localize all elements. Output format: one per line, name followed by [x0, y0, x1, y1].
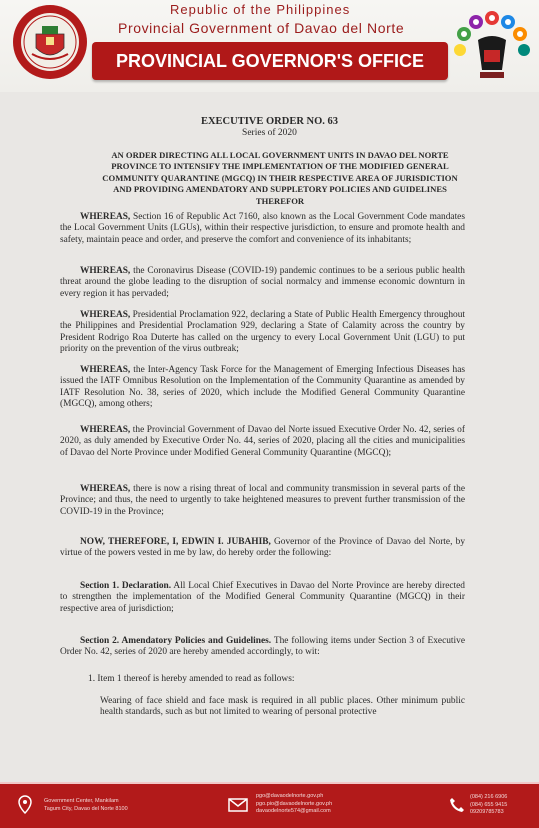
whereas-paragraph: WHEREAS, the Inter-Agency Task Force for the Management of Emerging Infectious Diseases has issued the IATF Omnibus Resolution on the Implementation of the Community Quarantine as amended by IATF Resolution No. 38, series of 2020, which include the Modified General Community Quarantine (MGCQ), among others; [60, 365, 465, 410]
footer-divider [0, 782, 539, 784]
document-body [0, 92, 539, 782]
item-1-heading: 1. Item 1 thereof is hereby amended to read as follows: [88, 674, 295, 684]
phone-icon [448, 796, 466, 814]
whereas-paragraph: WHEREAS, there is now a rising threat of local and community transmission in several parts of the Province; and thus, the need to urgently to take heightened measures to prevent further transmission of the COVID-19 in the Province; [60, 484, 465, 517]
whereas-paragraph: WHEREAS, the Coronavirus Disease (COVID-19) pandemic continues to be a serious public health threat around the globe leading to the disruption of social normalcy and immense economic downturn in every region it has pervaded; [60, 266, 465, 299]
now-therefore-paragraph: NOW, THEREFORE, I, EDWIN I. JUBAHIB, Governor of the Province of Davao del Norte, by virtue of the powers vested in me by law, do hereby order the following: [60, 537, 466, 559]
republic-heading: Republic of the Philippines [170, 2, 351, 17]
letterhead [0, 0, 539, 92]
whereas-paragraph: WHEREAS, the Provincial Government of Davao del Norte issued Executive Order No. 42, series of 2020, as duly amended by Executive Order No. 44, series of 2020, placing all the cities and municipalities of Davao del Norte Province under Modified General Community Quarantine (MGCQ); [60, 425, 465, 458]
footer-phones: (084) 216 6906 (084) 655 9415 09209785783 [470, 794, 508, 815]
mail-icon [228, 798, 248, 812]
provincial-government-heading: Provincial Government of Davao del Norte [118, 20, 405, 36]
footer-address: Government Center, Mankilam Tagum City, Davao del Norte 8100 [44, 798, 128, 812]
peacock-emblem-logo [450, 0, 534, 88]
whereas-paragraph: WHEREAS, Presidential Proclamation 922, declaring a State of Public Health Emergency throughout the Philippines and Presidential Proclamation 929, declaring a State of Calamity across the country by President Rodrigo Roa Duterte has called on the urgency to every Local Government Unit (LGU) to put priority on the prevention of the virus outbreak; [60, 310, 465, 355]
location-pin-icon [14, 794, 36, 816]
section-1-paragraph: Section 1. Declaration. All Local Chief Executives in Davao del Norte Province are hereby directed to strengthen the implementation of the Modified General Community Quarantine (MGCQ) in their respective area of jurisdiction; [60, 581, 465, 614]
executive-order-subject: AN ORDER DIRECTING ALL LOCAL GOVERNMENT UNITS IN DAVAO DEL NORTE PROVINCE TO INTENSIFY THE IMPLEMENTATION OF THE MODIFIED GENERAL COMMUNITY QUARANTINE (MGCQ) IN THEIR RESPECTIVE AREA OF JURISDICTION AND PROVIDING AMENDATORY AND SUPPLETORY POLICIES AND GUIDELINES THEREFOR [102, 150, 458, 206]
letterhead-footer [0, 782, 539, 828]
executive-order-number: EXECUTIVE ORDER NO. 63 [200, 116, 339, 127]
office-title: PROVINCIAL GOVERNOR'S OFFICE [116, 51, 424, 71]
whereas-paragraph: WHEREAS, Section 16 of Republic Act 7160, also known as the Local Government Code mandates the Local Government Units (LGUs), within their respective jurisdiction, to ensure and promote health and safety, maintain peace and order, and preserve the comfort and convenience of its inhabitants; [60, 212, 465, 245]
footer-emails: pgo@davaodelnorte.gov.ph pgo.pio@davaodelnorte.gov.ph davaodelnorte574@gmail.com [256, 793, 333, 814]
office-banner [92, 42, 448, 80]
item-1-text: Wearing of face shield and face mask is required in all public places. Other minimum public health standards, such as but not limited to wearing of personal protective [100, 696, 465, 718]
provincial-seal-logo [12, 4, 88, 80]
executive-order-series: Series of 2020 [242, 128, 297, 138]
section-2-paragraph: Section 2. Amendatory Policies and Guidelines. The following items under Section 3 of Executive Order No. 42, series of 2020 are hereby amended accordingly, to wit: [60, 636, 465, 658]
